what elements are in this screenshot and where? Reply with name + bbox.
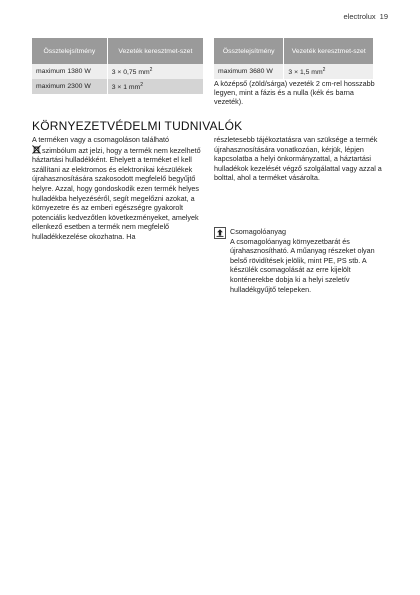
- wire-cell: 3 × 0,75 $mm^2$: [107, 64, 203, 79]
- table-header-power: Össztelejsítmény: [32, 38, 107, 64]
- brand-name: electrolux: [343, 12, 376, 21]
- table-header-wire: Vezeték keresztmet-szet: [107, 38, 203, 64]
- wire-length-note: A középső (zöld/sárga) vezeték 2 cm-rel hosszabb legyen, mint a fázis és a nulla (kék és barna vezeték).: [214, 79, 375, 107]
- power-cell: maximum 1380 W: [32, 64, 107, 79]
- table-header-wire: Vezeték keresztmet-szet: [284, 38, 374, 64]
- crossed-bin-icon: [32, 145, 41, 154]
- body-text: szimbólum azt jelzi, hogy a termék nem kezelhető háztartási hulladékként. Ehelyett a terméket el kell szállítani az elektromos és elektronikai készülékek újrahasznosítására szakosodott megfelelő begyűjtő helyre. Azzal, hogy gondoskodik ezen termék helyes hulladékba helyezéséről, segít megelőzni azokat, a környezetre és az emberi egészségre gyakorolt potenciális kedvezőtlen következményeket, amelyek ellenkező esetben a termék nem megfelelő hulladékkezelése okozhatna. Ha: [32, 145, 201, 241]
- table-row: [214, 64, 374, 79]
- power-cell: maximum 3680 W: [214, 64, 284, 79]
- packaging-block: [214, 227, 386, 294]
- body-text: részletesebb tájékoztatásra van szüksége a termék újrahasznosítására vonatkozóan, kérjük, lépjen kapcsolatba a helyi önkormányzattal, a háztartási hulladékok kezelését végző szolgálattal vagy azzal a bolttal, ahol a terméket vásárolta.: [214, 135, 382, 183]
- wire-spec-table-1: [32, 38, 204, 94]
- power-cell: maximum 2300 W: [32, 79, 107, 94]
- packaging-text: A csomagolóanyag környezetbarát és újrahasznosítható. A műanyag részeket olyan belső rövidítések jelölik, mint PE, PS stb. A készülék csomagolását az erre kijelölt konténerekbe dobja ki a helyi szeletív hulladékgyűjtő telepeken.: [230, 236, 375, 294]
- table-row: [32, 79, 204, 94]
- table-row: [32, 64, 204, 79]
- recycle-icon: [214, 227, 226, 239]
- environment-text-col1: [32, 135, 208, 242]
- wire-cell: 3 × 1 $mm^2$: [107, 79, 203, 94]
- intro-text: A terméken vagy a csomagoláson található: [32, 135, 170, 144]
- table-header-power: Össztelejsítmény: [214, 38, 284, 64]
- page-number: 19: [379, 12, 388, 21]
- section-title: KÖRNYEZETVÉDELMI TUDNIVALÓK: [32, 119, 243, 133]
- packaging-title: Csomagolóanyag: [230, 227, 286, 236]
- environment-text-col2: [214, 135, 386, 183]
- wire-spec-table-2: [214, 38, 374, 79]
- page-header: [344, 12, 388, 21]
- wire-cell: 3 × 1,5 $mm^2$: [284, 64, 374, 79]
